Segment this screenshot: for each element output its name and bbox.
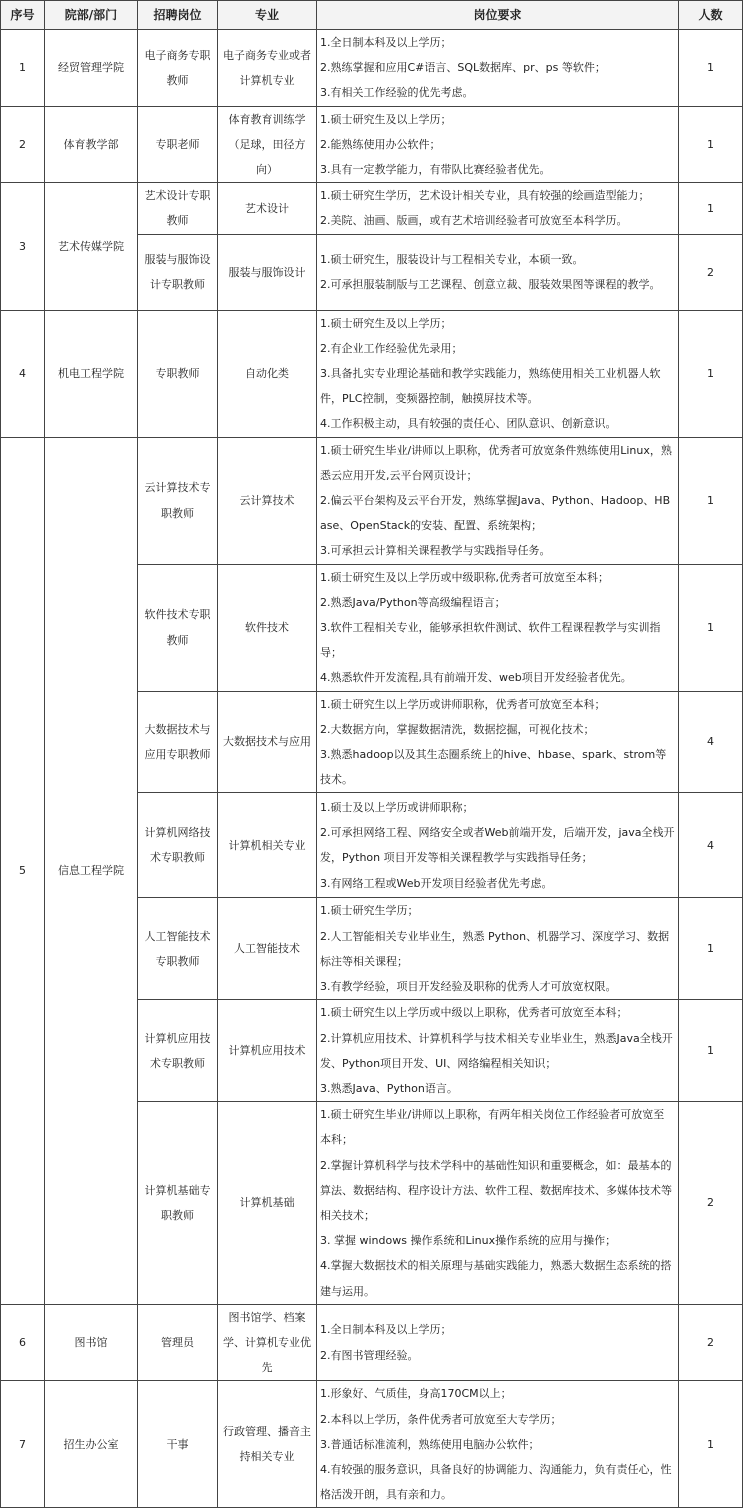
major: 图书馆学、档案学、计算机专业优先 [218,1304,317,1381]
requirement-line: 4.工作积极主动，具有较强的责任心、团队意识、创新意识。 [320,417,617,431]
major: 云计算技术 [218,437,317,564]
header-count: 人数 [679,1,743,30]
requirements [317,898,679,1000]
requirements [317,1304,679,1381]
requirement-line: 2.有企业工作经验优先录用； [320,341,463,355]
department-name: 招生办公室 [45,1381,138,1508]
position-title: 干事 [138,1381,218,1508]
requirement-line: 3.软件工程相关专业，能够承担软件测试、软件工程课程教学与实训指导； [320,621,661,660]
major: 计算机相关专业 [218,793,317,898]
position-title: 计算机应用技术专职教师 [138,1000,218,1102]
headcount: 2 [679,234,743,310]
position-title: 服装与服饰设计专职教师 [138,234,218,310]
table-row [1,437,743,564]
requirement-line: 2.熟悉Java/Python等高级编程语言； [320,595,506,609]
requirement-line: 2.掌握计算机科学与技术学科中的基础性知识和重要概念，如：最基本的算法、数据结构、程序设计方法、软件工程、数据库技术、多媒体技术等相关技术； [320,1158,672,1222]
major: 大数据技术与应用 [218,691,317,793]
header-no: 序号 [1,1,45,30]
requirements [317,793,679,898]
requirement-line: 2.美院、油画、版画，或有艺术培训经验者可放宽至本科学历。 [320,214,628,228]
position-title: 管理员 [138,1304,218,1381]
table-row [1,1304,743,1381]
requirements [317,183,679,234]
major: 行政管理、播音主持相关专业 [218,1381,317,1508]
requirement-line: 2.可承担网络工程、网络安全或者Web前端开发，后端开发，java全栈开发，Python 项目开发等相关课程教学与实践指导任务； [320,826,675,865]
requirement-line: 1.硕士及以上学历或讲师职称； [320,801,474,815]
requirement-line: 3.有网络工程或Web开发项目经验者优先考虑。 [320,876,553,890]
requirements [317,234,679,310]
row-number: 5 [1,437,45,1304]
position-title: 专职教师 [138,310,218,437]
department-name: 信息工程学院 [45,437,138,1304]
requirements [317,437,679,564]
position-title: 大数据技术与应用专职教师 [138,691,218,793]
requirement-line: 1.硕士研究生毕业/讲师以上职称，优秀者可放宽条件熟练使用Linux，熟悉云应用开发,云平台网页设计； [320,443,672,482]
requirement-line: 4.掌握大数据技术的相关原理与基础实践能力，熟悉大数据生态系统的搭建与运用。 [320,1259,672,1298]
table-body [1,30,743,1508]
major: 体育教育训练学（足球，田径方向） [218,106,317,183]
header-position: 招聘岗位 [138,1,218,30]
headcount: 4 [679,793,743,898]
requirement-line: 2.本科以上学历，条件优秀者可放宽至大专学历； [320,1412,562,1426]
requirement-line: 3.可承担云计算相关课程教学与实践指导任务。 [320,544,551,558]
row-number: 7 [1,1381,45,1508]
requirement-line: 2.大数据方向，掌握数据清洗，数据挖掘，可视化技术； [320,722,595,736]
major: 软件技术 [218,564,317,691]
requirement-line: 4.熟悉软件开发流程,具有前端开发、web项目开发经验者优先。 [320,671,632,685]
table-row [1,106,743,183]
table-row [1,1381,743,1508]
requirement-line: 1.全日制本科及以上学历； [320,1323,452,1337]
position-title: 专职老师 [138,106,218,183]
requirement-line: 1.硕士研究生，服装设计与工程相关专业，本硕一致。 [320,252,584,266]
requirement-line: 3.熟悉hadoop以及其生态圈系统上的hive、hbase、spark、strom等技术。 [320,748,667,787]
requirement-line: 2.计算机应用技术、计算机科学与技术相关专业毕业生，熟悉Java全栈开发、Python项目开发、UI、网络编程相关知识； [320,1031,673,1070]
department-name: 机电工程学院 [45,310,138,437]
requirements [317,1000,679,1102]
requirements [317,1102,679,1305]
position-title: 电子商务专职教师 [138,30,218,107]
header-major: 专业 [218,1,317,30]
requirement-line: 1.硕士研究生以上学历或讲师职称，优秀者可放宽至本科； [320,697,606,711]
requirements [317,1381,679,1508]
position-title: 软件技术专职教师 [138,564,218,691]
header-row [1,1,743,30]
row-number: 2 [1,106,45,183]
headcount: 1 [679,106,743,183]
major: 服装与服饰设计 [218,234,317,310]
position-title: 人工智能技术专职教师 [138,898,218,1000]
requirements [317,564,679,691]
table-row [1,310,743,437]
header-requirements: 岗位要求 [317,1,679,30]
table-row [1,183,743,234]
requirement-line: 1.硕士研究生及以上学历或中级职称,优秀者可放宽至本科； [320,570,609,584]
major: 自动化类 [218,310,317,437]
requirement-line: 1.硕士研究生学历； [320,904,419,918]
major: 计算机应用技术 [218,1000,317,1102]
requirements [317,106,679,183]
headcount: 4 [679,691,743,793]
row-number: 3 [1,183,45,310]
requirements [317,691,679,793]
position-title: 艺术设计专职教师 [138,183,218,234]
headcount: 1 [679,30,743,107]
row-number: 6 [1,1304,45,1381]
requirement-line: 2.人工智能相关专业毕业生，熟悉 Python、机器学习、深度学习、数据标注等相关课程； [320,929,670,968]
headcount: 1 [679,437,743,564]
requirement-line: 1.硕士研究生及以上学历； [320,316,452,330]
headcount: 1 [679,898,743,1000]
requirement-line: 3.熟悉Java、Python语言。 [320,1081,458,1095]
requirement-line: 1.硕士研究生及以上学历； [320,112,452,126]
requirements [317,30,679,107]
requirement-line: 4.有较强的服务意识，具备良好的协调能力、沟通能力，负有责任心，性格活泼开朗，具有亲和力。 [320,1462,672,1502]
requirement-line: 2.能熟练使用办公软件； [320,137,441,151]
requirement-line: 3.有相关工作经验的优先考虑。 [320,86,474,100]
position-title: 计算机基础专职教师 [138,1102,218,1305]
requirement-line: 3.有教学经验，项目开发经验及职称的优秀人才可放宽权限。 [320,980,617,994]
requirement-line: 3. 掌握 windows 操作系统和Linux操作系统的应用与操作； [320,1234,617,1248]
requirement-line: 2.熟练掌握和应用C#语言、SQL数据库、pr、ps 等软件； [320,61,606,75]
header-dept: 院部/部门 [45,1,138,30]
requirement-line: 1.硕士研究生毕业/讲师以上职称，有两年相关岗位工作经验者可放宽至本科； [320,1108,665,1147]
position-title: 云计算技术专职教师 [138,437,218,564]
major: 艺术设计 [218,183,317,234]
requirements [317,310,679,437]
department-name: 经贸管理学院 [45,30,138,107]
major: 计算机基础 [218,1102,317,1305]
department-name: 体育教学部 [45,106,138,183]
row-number: 4 [1,310,45,437]
department-name: 图书馆 [45,1304,138,1381]
requirement-line: 1.全日制本科及以上学历； [320,36,452,49]
headcount: 1 [679,1000,743,1102]
major: 人工智能技术 [218,898,317,1000]
requirement-line: 3.具有一定教学能力，有带队比赛经验者优先。 [320,163,551,177]
department-name: 艺术传媒学院 [45,183,138,310]
requirement-line: 2.有图书管理经验。 [320,1348,419,1362]
headcount: 2 [679,1304,743,1381]
position-title: 计算机网络技术专职教师 [138,793,218,898]
requirement-line: 1.硕士研究生以上学历或中级以上职称，优秀者可放宽至本科； [320,1006,628,1020]
requirement-line: 2.偏云平台架构及云平台开发，熟练掌握Java、Python、Hadoop、HBase、OpenStack的安装、配置、系统架构； [320,494,671,533]
requirement-line: 3.普通话标准流利，熟练使用电脑办公软件； [320,1437,540,1451]
requirement-line: 1.形象好、气质佳，身高170CM以上； [320,1387,512,1401]
requirement-line: 3.具备扎实专业理论基础和教学实践能力，熟练使用相关工业机器人软件，PLC控制，变频器控制，触摸屏技术等。 [320,367,661,406]
requirement-line: 1.硕士研究生学历，艺术设计相关专业，具有较强的绘画造型能力； [320,189,650,203]
table-row [1,30,743,107]
headcount: 1 [679,564,743,691]
headcount: 1 [679,310,743,437]
major: 电子商务专业或者计算机专业 [218,30,317,107]
requirement-line: 2.可承担服装制版与工艺课程、创意立裁、服装效果图等课程的教学。 [320,278,661,292]
headcount: 1 [679,183,743,234]
headcount: 2 [679,1102,743,1305]
row-number: 1 [1,30,45,107]
headcount: 1 [679,1381,743,1508]
